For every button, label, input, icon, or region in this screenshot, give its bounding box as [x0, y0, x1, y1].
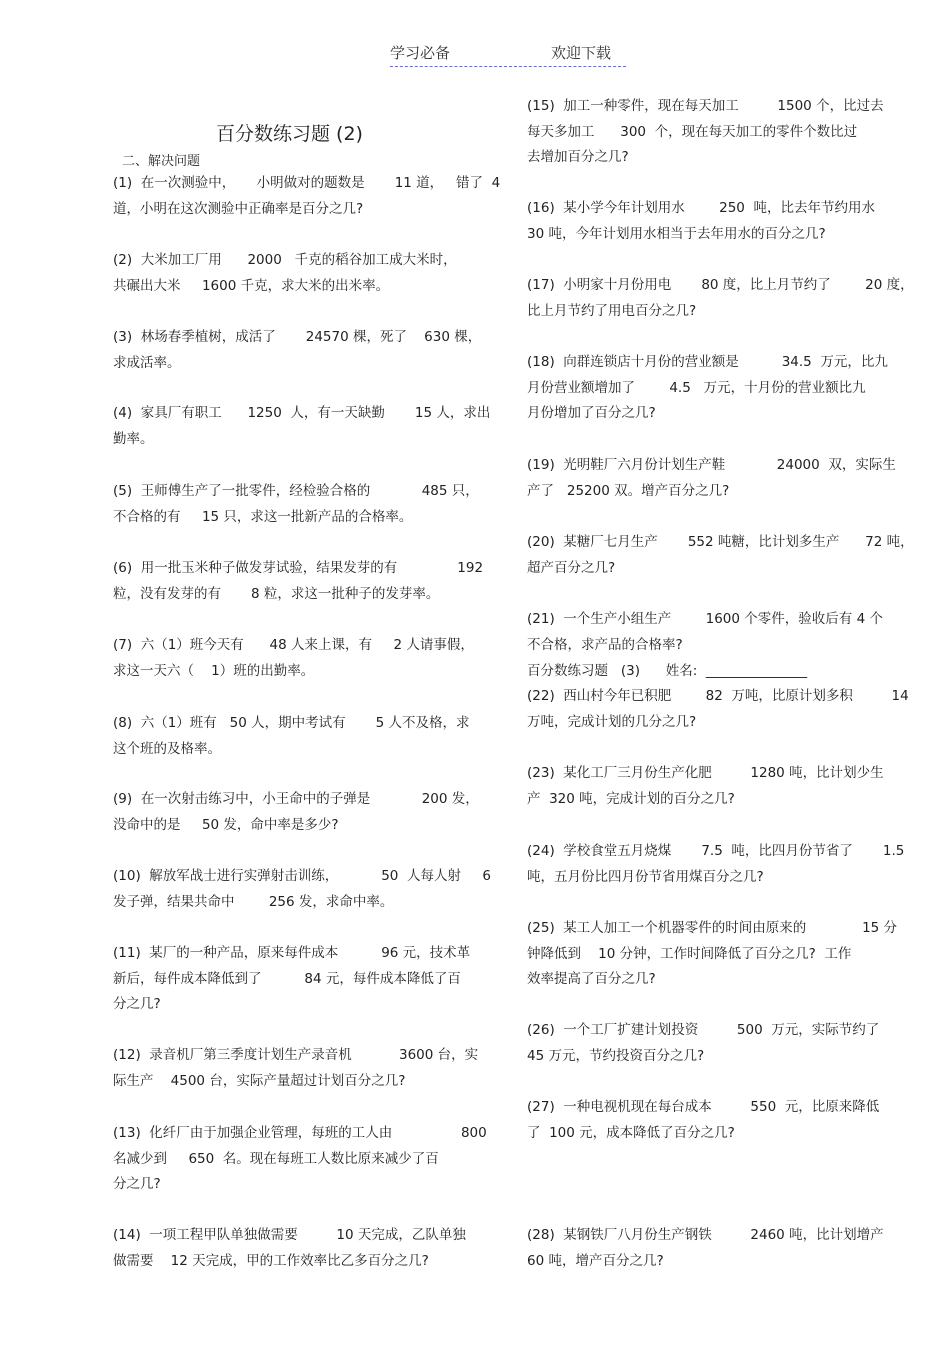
question-item	[113, 1121, 508, 1198]
question-line: (8) 六（1）班有 50 人，期中考试有 5 人不及格，求	[113, 715, 470, 731]
question-line: 粒，没有发芽的有 8 粒，求这一批种子的发芽率。	[113, 585, 440, 602]
question-line: 60 吨，增产百分之几?	[527, 1252, 664, 1269]
question-line: (24) 学校食堂五月烧煤 7.5 吨，比四月份节省了 1.5	[527, 843, 905, 859]
question-line: (22) 西山村今年已积肥 82 万吨，比原计划多积 14	[527, 688, 909, 704]
page-header	[390, 42, 626, 67]
question-item	[113, 864, 508, 915]
question-line: (20) 某糖厂七月生产 552 吨糖，比计划多生产 72 吨，	[527, 534, 914, 550]
question-line: (14) 一项工程甲队单独做需要 10 天完成，乙队单独	[113, 1227, 466, 1243]
question-line: (26) 一个工厂扩建计划投资 500 万元，实际节约了	[527, 1022, 880, 1038]
question-line: 去增加百分之几?	[527, 149, 629, 166]
question-line: 吨，五月份比四月份节省用煤百分之几?	[527, 868, 764, 885]
question-line: 超产百分之几?	[527, 559, 616, 576]
question-line: 30 吨，今年计划用水相当于去年用水的百分之几?	[527, 225, 826, 242]
question-item	[527, 1018, 922, 1069]
question-item	[527, 453, 922, 504]
question-line: 月份营业额增加了 4.5 万元，十月份的营业额比九	[527, 379, 866, 396]
question-line: (17) 小明家十月份用电 80 度，比上月节约了 20 度，	[527, 277, 914, 293]
question-line: (11) 某厂的一种产品，原来每件成本 96 元，技术革	[113, 945, 471, 961]
question-item	[527, 607, 922, 658]
question-line: (7) 六（1）班今天有 48 人来上课，有 2 人请事假，	[113, 637, 474, 653]
question-line: 共碾出大米 1600 千克，求大米的出米率。	[113, 277, 390, 294]
question-item	[113, 171, 508, 222]
question-item	[527, 94, 922, 171]
question-item	[113, 248, 508, 299]
question-line: 没命中的是 50 发，命中率是多少?	[113, 816, 339, 833]
question-item	[527, 1223, 922, 1274]
question-line: 每天多加工 300 个，现在每天加工的零件个数比过	[527, 123, 858, 140]
question-item	[527, 1095, 922, 1146]
question-item	[113, 1223, 508, 1274]
question-item	[527, 684, 922, 735]
question-line: 分之几?	[113, 1176, 161, 1193]
question-item	[527, 839, 922, 890]
question-item	[113, 633, 508, 684]
question-item	[113, 479, 508, 530]
question-line: 勤率。	[113, 430, 154, 447]
question-item	[527, 916, 922, 993]
question-line: (21) 一个生产小组生产 1600 个零件，验收后有 4 个	[527, 611, 883, 627]
question-line: (16) 某小学今年计划用水 250 吨，比去年节约用水	[527, 200, 875, 216]
question-item	[527, 273, 922, 324]
question-line: 道，小明在这次测验中正确率是百分之几?	[113, 200, 364, 217]
question-line: (13) 化纤厂由于加强企业管理，每班的工人由 800	[113, 1125, 487, 1141]
question-item	[113, 711, 508, 762]
question-line: (6) 用一批玉米种子做发芽试验，结果发芽的有 192	[113, 560, 484, 576]
question-line: (15) 加工一种零件，现在每天加工 1500 个，比过去	[527, 98, 884, 114]
question-line: 求这一天六（ 1）班的出勤率。	[113, 662, 315, 679]
question-line: (25) 某工人加工一个机器零件的时间由原来的 15 分	[527, 920, 898, 936]
question-line: 新后，每件成本降低到了 84 元，每件成本降低了百	[113, 970, 461, 987]
header-left-text: 学习必备	[390, 44, 451, 62]
worksheet-title: 百分数练习题 (2)	[216, 123, 363, 145]
question-line: 了 100 元，成本降低了百分之几?	[527, 1124, 735, 1141]
question-line: 钟降低到 10 分钟，工作时间降低了百分之几? 工作	[527, 945, 852, 962]
question-line: 求成活率。	[113, 354, 181, 371]
question-line: 分之几?	[113, 996, 161, 1013]
question-line: (19) 光明鞋厂六月份计划生产鞋 24000 双，实际生	[527, 457, 896, 473]
question-item	[527, 196, 922, 247]
question-line: (3) 林场春季植树，成活了 24570 棵，死了 630 棵，	[113, 329, 482, 345]
question-line: 产了 25200 双。增产百分之几?	[527, 482, 730, 499]
section-heading: 二、解决问题	[122, 154, 201, 169]
question-line: (9) 在一次射击练习中，小王命中的子弹是 200 发，	[113, 791, 479, 807]
question-line: (28) 某钢铁厂八月份生产钢铁 2460 吨，比计划增产	[527, 1227, 884, 1243]
question-line: 产 320 吨，完成计划的百分之几?	[527, 790, 735, 807]
question-line: (12) 录音机厂第三季度计划生产录音机 3600 台，实	[113, 1047, 479, 1063]
question-line: (5) 王师傅生产了一批零件，经检验合格的 485 只，	[113, 483, 479, 499]
question-line: (2) 大米加工厂用 2000 千克的稻谷加工成大米时，	[113, 252, 457, 268]
question-line: 万吨，完成计划的几分之几?	[527, 713, 697, 730]
question-item	[527, 350, 922, 427]
question-line: 做需要 12 天完成，甲的工作效率比乙多百分之几?	[113, 1252, 429, 1269]
question-item	[527, 761, 922, 812]
question-line: 这个班的及格率。	[113, 740, 221, 757]
question-line: (18) 向群连锁店十月份的营业额是 34.5 万元，比九	[527, 354, 888, 370]
question-item	[113, 401, 508, 452]
subheading-worksheet-3: 百分数练习题 (3) 姓名: _______________	[527, 663, 808, 679]
question-line: 际生产 4500 台，实际产量超过计划百分之几?	[113, 1072, 406, 1089]
question-line: 发子弹，结果共命中 256 发，求命中率。	[113, 893, 394, 910]
question-item	[113, 556, 508, 607]
question-line: (27) 一种电视机现在每台成本 550 元，比原来降低	[527, 1099, 880, 1115]
question-item	[527, 530, 922, 581]
question-item	[113, 325, 508, 376]
header-right-text: 欢迎下载	[551, 44, 612, 62]
question-item	[113, 1043, 508, 1094]
question-line: 不合格的有 15 只，求这一批新产品的合格率。	[113, 508, 413, 525]
question-line: (23) 某化工厂三月份生产化肥 1280 吨，比计划少生	[527, 765, 884, 781]
question-line: 月份增加了百分之几?	[527, 405, 656, 422]
question-line: (1) 在一次测验中， 小明做对的题数是 11 道， 错了 4	[113, 175, 501, 191]
question-line: 不合格，求产品的合格率?	[527, 636, 683, 653]
question-line: (4) 家具厂有职工 1250 人，有一天缺勤 15 人，求出	[113, 405, 491, 421]
question-line: 比上月节约了用电百分之几?	[527, 302, 697, 319]
question-line: 效率提高了百分之几?	[527, 971, 656, 988]
question-item	[113, 941, 508, 1018]
question-item	[113, 787, 508, 838]
question-line: 名减少到 650 名。现在每班工人数比原来减少了百	[113, 1150, 439, 1167]
question-line: (10) 解放军战士进行实弹射击训练， 50 人每人射 6	[113, 868, 492, 884]
question-line: 45 万元，节约投资百分之几?	[527, 1047, 705, 1064]
